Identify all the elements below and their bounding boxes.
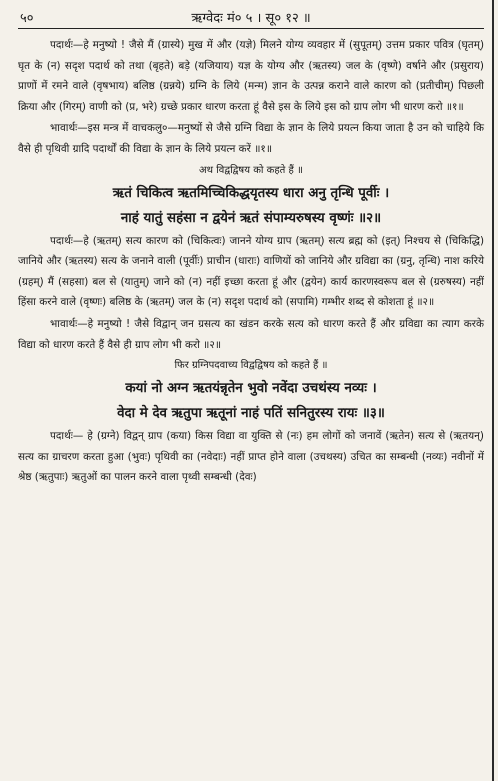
page-body: [18, 35, 484, 488]
bhavartha-2: भावार्थः—हे मनुष्यो ! जैसे विद्वान् जन ग्रसत्य का खंडन करके सत्य को धारण करते हैं और ग्रविद्या का त्याग करके विद्या को धारण करते हैं वैसे ही ग्राप लोग भी करो ॥२॥: [18, 317, 484, 351]
intro-2: अथ विद्वद्विषय को कहते हैं ॥: [198, 164, 303, 176]
running-header: [18, 6, 484, 29]
padartha-2: पदार्थः—हे (ऋतम्) सत्य कारण को (चिकित्वः) जानने योग्य ग्राप (ऋतम्) सत्य ब्रह्म को (इत्) निश्चय से (चिकिद्धि) जानिये और (ऋतस्य) सत्य के जनाने वाली (पूर्वीः) प्राचीन (धाराः) वाणियों को जानिये और ग्रविद्या का (ग्रनु, तृन्धि) नाश करिये (ग्रहम्) मैं (सहसा) बल से (यातुम्) जाने को (न) नहीं इच्छा करता हूं और (द्वयेन) कार्य कारणस्वरूप बल से (ग्ररुषस्य) नहीं हिंसा करने वाले (वृष्णः) बलिष्ठ के (ऋतम्) जल के (न) सदृश पदार्थ को (सपामि) गम्भीर शब्द से कोशता हूं ॥२॥: [18, 234, 484, 309]
mantra-2a: ऋतं चिकित्व ऋतमिच्चिकिद्धयृतस्य धारा अनु तृन्धि पूर्वीः ।: [112, 185, 390, 201]
padartha-3: पदार्थः— हे (ग्रग्ने) विद्वन् ग्राप (कया) किस विद्या वा युक्ति से (नः) हम लोगों को जनावें (ऋतेन) सत्य से (ऋतयन्) सत्य का ग्राचरण करता हुआ (भुवः) पृथिवी का (नवेदाः) नहीं प्राप्त होने वाला (उचथस्य) उचित का सम्बन्धी (नव्यः) नवीनों में श्रेष्ठ (ऋतुपाः) ऋतुओं का पालन करने वाला पृथ्वी सम्बन्धी (देवः): [18, 430, 484, 484]
mantra-2b: नाहं यातुं सहंसा न द्वयेनं ऋतं संपाम्यरुषस्य वृष्णंः ॥२॥: [120, 210, 382, 226]
intro-3: फिर ग्रग्निपदवाच्य विद्वद्विषय को कहते हैं ॥: [174, 360, 328, 372]
running-title: ऋग्वेदः मं० ५ । सू० १२ ॥: [191, 11, 311, 26]
mantra-3b: वेदा मे देव ऋतुपा ऋतूनां नाहं पतिं सनितुरस्य रायः ॥३॥: [117, 406, 385, 422]
mantra-3a: कयां नो अग्न ऋतयंन्नृतेन भुवो नवेंदा उचथंस्य नव्यः ।: [125, 381, 377, 397]
bhavartha-1: भावार्थः—इस मन्त्र में वाचकलु०—मनुष्यों से जैसे ग्रग्नि विद्या के ज्ञान के लिये प्रयत्न किया जाता है उन को चाहिये कि वैसे ही पृथिवी ग्रादि पदार्थों की विद्या के ज्ञान के लिये प्रयत्न करें ॥१॥: [18, 122, 484, 155]
padartha-1: पदार्थः—हे मनुष्यो ! जैसे मैं (ग्रास्ये) मुख में और (यज्ञे) मिलने योग्य व्यवहार में (सुपूतम्) उत्तम प्रकार पवित्र (घृतम्) घृत के (न) सदृश पदार्थ को तथा (बृहते) बड़े (यजियाय) यज्ञ के योग्य और (ऋतस्य) जल के (वृष्णे) वर्षाने और (प्रसुराय) प्राणों में रमने वाले (वृषभाय) बलिष्ठ (ग्रन्नये) ग्रग्नि के लिये (मन्म) ज्ञान के उत्पन्न कराने वाले कारण को (प्रतीचीम्) पिछली क्रिया और (गिरम्) वाणी को (प्र, भरे) ग्रच्छे प्रकार धारण करता हूं वैसे इस के लिये इस को ग्राप लोग भी धारण करो ॥१॥: [18, 39, 484, 113]
page-number: ५०: [20, 11, 34, 26]
page-edge-rule: [492, 0, 494, 781]
